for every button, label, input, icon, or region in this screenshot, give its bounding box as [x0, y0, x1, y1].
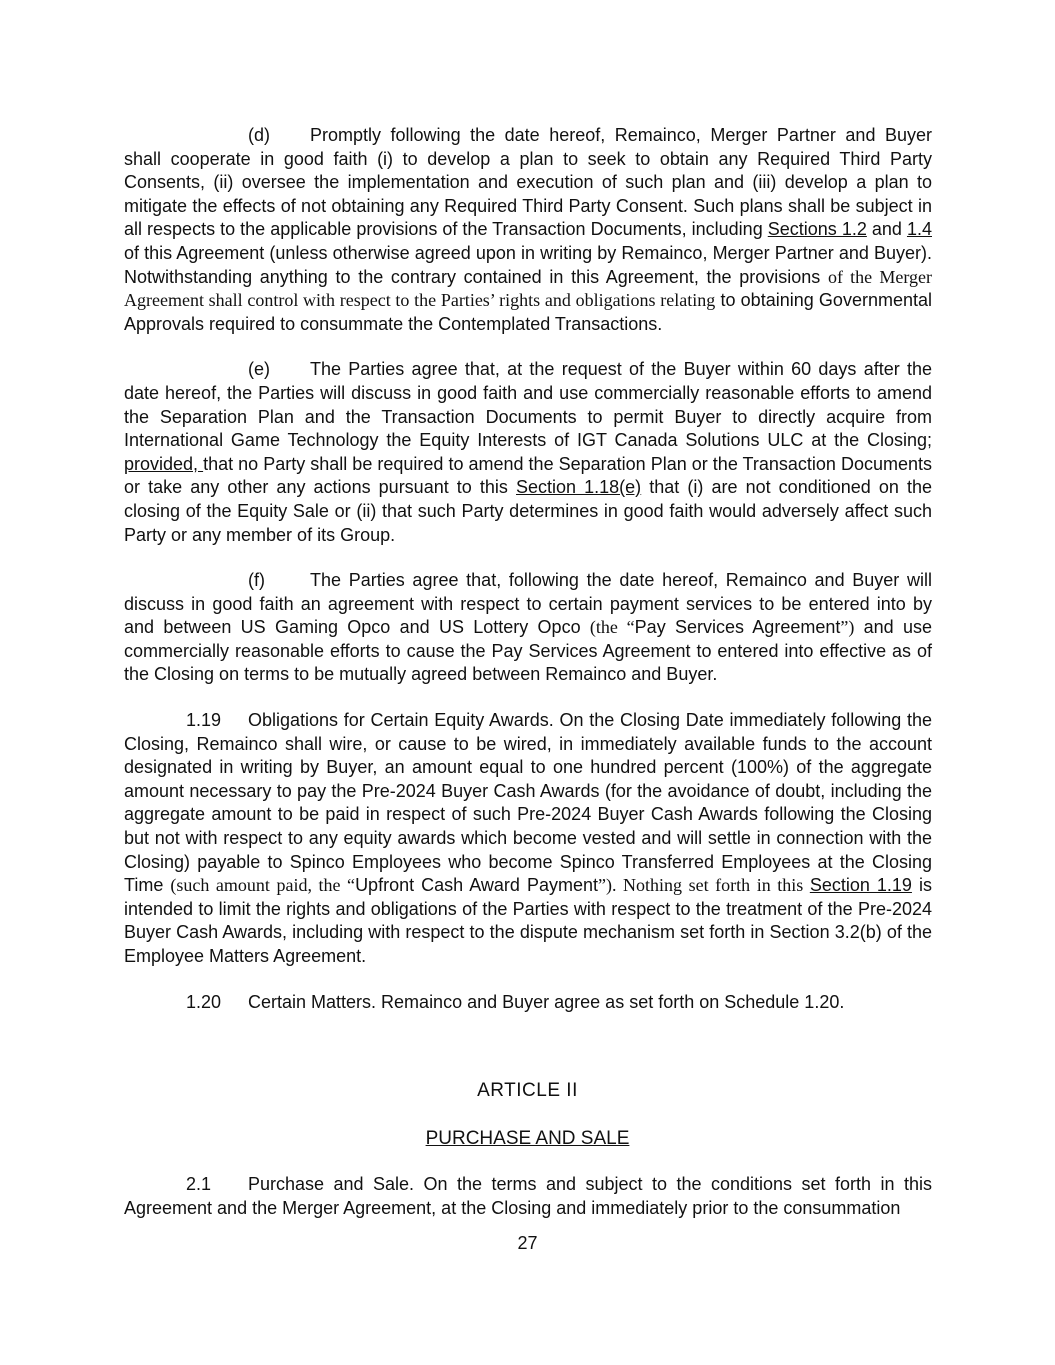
paragraph-text: Promptly following the date hereof, Remainco, Merger Partner and Buyer shall cooperate in good faith (i) to develop a plan to seek to obtain any Required Third Party Consents, (ii) oversee the implementation and execution of such plan and (iii) develop a plan to mitigate the effects of not obtaining any Required Third Party Consent. Such plans shall be subject in all respects to the applicable provisions of the Transaction Documents, including [124, 125, 932, 240]
paragraph-label: (e) [248, 359, 270, 380]
paragraph-text: of this Agreement (unless otherwise agreed upon in writing by Remainco, Merger Partner and Buyer). Notwithstanding anything to the contrary contained in this Agreement, the provisions [124, 242, 932, 287]
defined-term: Upfront Cash Award Payment [355, 875, 599, 896]
paragraph-text: to obtaining Governmental Approvals required to consummate the Contemplated Transactions. [124, 290, 932, 334]
paragraph-d [124, 124, 932, 336]
paragraph-text-serif: ”) [840, 617, 855, 638]
section-heading: Obligations for Certain Equity Awards. [248, 710, 554, 731]
paragraph-text-serif: ”). Nothing set forth in this [598, 875, 810, 896]
section-reference: 1.4 [906, 219, 932, 240]
article-title: ARTICLE II [477, 1080, 578, 1101]
page-body [124, 124, 932, 1036]
paragraph-e [124, 358, 932, 547]
paragraph-text: and [866, 219, 907, 240]
section-number: 1.20 [186, 991, 222, 1012]
section-number: 1.19 [186, 710, 222, 731]
article-subtitle: PURCHASE AND SALE [425, 1128, 630, 1149]
paragraph-label: (d) [248, 125, 270, 145]
page-number: 27 [517, 1233, 538, 1253]
section-reference: Section 1.19 [809, 875, 912, 896]
section-heading: Purchase and Sale. [248, 1174, 415, 1194]
paragraph-text: is intended to limit the rights and obligations of the Parties with respect to the treatment of the Pre-2024 Buyer Cash Awards, including with respect to the dispute mechanism set forth in Section 3.2(b) of the Employee Matters Agreement. [124, 875, 932, 966]
paragraph-text: Remainco and Buyer agree as set forth on Schedule 1.20. [376, 991, 845, 1012]
paragraph-text: that no Party shall be required to amend the Separation Plan or the Transaction Documents or take any other any actions pursuant to this [124, 453, 932, 498]
paragraph-label: (f) [248, 570, 265, 591]
defined-term: Pay Services Agreement [634, 617, 841, 638]
paragraph-text: The Parties agree that, following the date hereof, Remainco and Buyer will discuss in good faith an agreement with respect to certain payment services to be entered into by and between US Gaming Opco and US Lottery Opco [124, 570, 932, 638]
section-reference: Sections 1.2 [767, 219, 867, 240]
paragraph-text: The Parties agree that, at the request of the Buyer within 60 days after the date hereof, the Parties will discuss in good faith and use commercially reasonable efforts to amend the Separation Plan and the Transaction Documents to permit Buyer to directly acquire from International Game Technology the Equity Interests of IGT Canada Solutions ULC at the Closing; [124, 359, 932, 451]
paragraph-text: that (i) are not conditioned on the closing of the Equity Sale or (ii) that such Party determines in good faith would adversely affect such Party or any member of its Group. [124, 477, 932, 545]
provided-term: provided, [124, 453, 204, 474]
paragraph-f [124, 569, 932, 687]
section-1-19 [124, 709, 932, 969]
paragraph-text-serif: (such amount paid, the “ [170, 875, 356, 896]
section-number: 2.1 [186, 1174, 212, 1194]
paragraph-text-serif: of the Merger Agreement shall control with respect to the Parties’ rights and obligations relating [124, 266, 932, 311]
section-heading: Certain Matters. [248, 991, 377, 1012]
paragraph-text: On the Closing Date immediately following the Closing, Remainco shall wire, or cause to be wired, in immediately available funds to the account designated in writing by Buyer, an amount equal to one hundred percent (100%) of the aggregate amount necessary to pay the Pre-2024 Buyer Cash Awards (for the avoidance of doubt, including the aggregate amount to be paid in respect of such Pre-2024 Buyer Cash Awards following the Closing but not with respect to any equity awards which become vested and will settle in connection with the Closing) payable to Spinco Employees who become Spinco Transferred Employees at the Closing Time [124, 710, 932, 896]
section-reference: Section 1.18(e) [516, 477, 642, 498]
paragraph-text: and use commercially reasonable efforts to cause the Pay Services Agreement to entered into effective as of the Closing on terms to be mutually agreed between Remainco and Buyer. [124, 617, 932, 685]
paragraph-text-serif: (the “ [589, 617, 635, 638]
section-1-20 [124, 991, 932, 1015]
page-body-continued [124, 1173, 932, 1242]
paragraph-text: On the terms and subject to the conditions set forth in this Agreement and the Merger Agreement, at the Closing and immediately prior to the consummation [124, 1174, 933, 1218]
section-2-1 [124, 1173, 932, 1220]
